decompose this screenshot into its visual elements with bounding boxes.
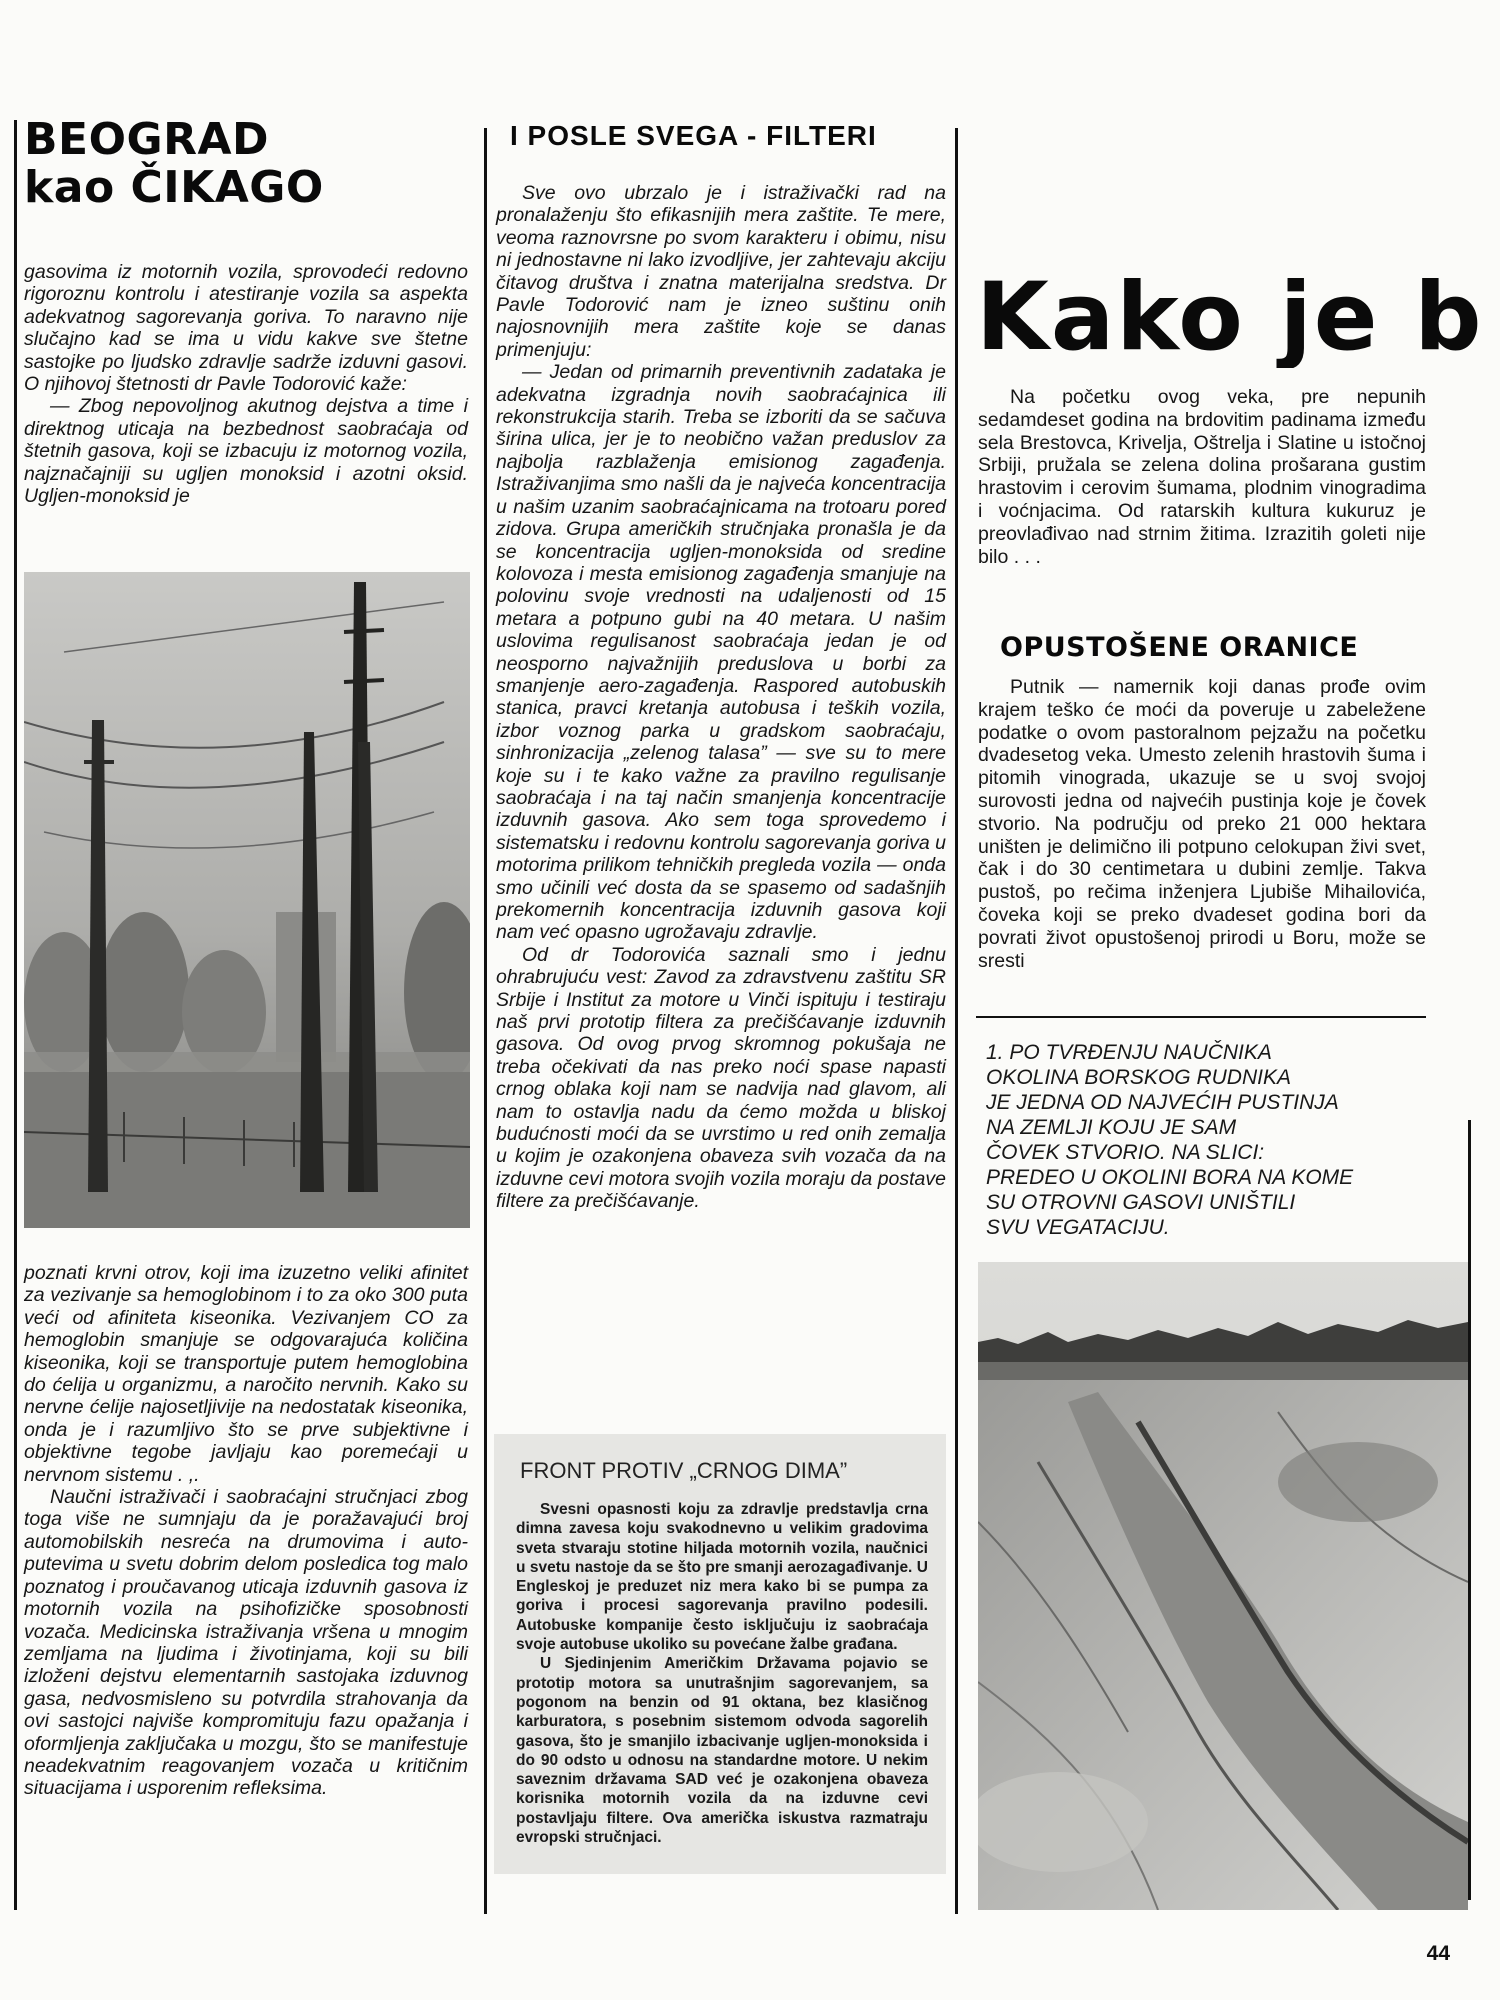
caption-line: JE JEDNA OD NAJVEĆIH PUSTINJA xyxy=(986,1091,1339,1114)
photo-caption xyxy=(986,1040,1456,1240)
right-edge-rule xyxy=(1468,1120,1471,1900)
middle-paragraph: Od dr Todorovića saznali smo i jednu ohrabrujuću vest: Zavod za zdravstvenu zaštitu SR Srbije i Institut za motore u Vinči ispituju i testiraju naš prvi prototip filtera za prečišćavanje izduvnih gasova. Od ovog prvog skromnog pokušaja ne treba očekivati da nas preko noći spase napasti crnog oblaka koji nam se nadvija nad glavom, ali nam to ostavlja nadu da ćemo možda u bliskoj budućnosti moći da se uvrstimo u red onih zemalja u kojim je ozakonjena obaveza svih vozača da na izduvne cevi motora svojih vozila moraju da postave filtere za prečišćavanje. xyxy=(496,943,946,1213)
middle-paragraph: — Jedan od primarnih preventivnih zadataka je adekvatna izgradnja novih saobraćajnica ili rekonstrukcija starih. Treba se izboriti da se sačuva širina ulica, jer je to neobično važan preduslov za najbolja razblaženja emisionog zagađenja. Istraživanjima smo našli da je najveća koncentracija u našim uzanim saobraćajnicama na trotoaru pored zidova. Grupa američkih stručnjaka pronašla je da se koncentracija ugljen-monoksida od sredine kolovoza i mesta emisionog zagađenja smanjuje na polovinu svoje vrednosti na udaljenosti od 15 metara a potpuno gubi na 40 metara. U našim uslovima regulisanost saobraćaja jedan je od neosporno najvažnijih preduslova u borbi za smanjenje aero-zagađenja. Raspored autobuskih stanica, pravci kretanja autobusa i teških vozila, izbor voznog parka u gradskom saobraćaju, sinhronizacija „zelenog talasa” — sve su to mere koje su i te kako važne za pravilno regulisanje saobraćaja i na taj način smanjenja koncentracije izduvnih gasova. Ako sem toga sprovedemo i sistematsku i redovnu kontrolu sagorevanja goriva u motorima prilikom tehničkih pregleda vozila — onda smo učinili već dosta da se spasemo od sadašnjih prekomernih koncentracija izduvnih gasova koji nam već opasno ugrožavaju zdravlje. xyxy=(496,361,946,944)
left-text-top xyxy=(24,261,468,507)
box-text xyxy=(516,1500,928,1847)
left-paragraph: Naučni istraživači i saobraćajni stručnjaci zbog toga više ne sumnjaju da je poražavajući broj automobilskih nesreća na drumovima i auto-putevima u svetu dobrim delom posledica tog malo poznatog i proučavanog uticaja izduvnih gasova iz motornih vozila na psihofizičke sposobnosti vozača. Medicinska istraživanja vršena u mnogim zemljama na ljudima i životinjama, koji su bili izloženi dejstvu elementarnih sastojaka izduvnog gasa, nedvosmisleno su potvrdila strahovanja da ovi sastojci najviše kompromituju fazu opažanja i oformljenja zaključaka u mozgu, što se manifestuje neadekvatnim reagovanjem vozača u kritičnim situacijama i usporenim refleksima. xyxy=(24,1486,468,1800)
middle-article-title: I POSLE SVEGA - FILTERI xyxy=(510,120,877,151)
left-border-rule xyxy=(14,120,17,1910)
box-paragraph: Svesni opasnosti koju za zdravlje predstavlja crna dimna zavesa koju svakodnevno u velikim gradovima sveta stvaraju stotine hiljada motornih vozila, naučnici u svetu nastoje da se što pre smanji aerozagađivanje. U Engleskoj je preduzet niz mera kako bi se pumpa za goriva i procesi sagorevanja pravilno podesili. Autobuske kompanije često isključuju iz saobraćaja svoje autobuse ukoliko su povećane žalbe građana. xyxy=(516,1501,928,1654)
box-paragraph: U Sjedinjenim Američkim Državama pojavio se prototip motora sa unutrašnjim sagorevanjem, sa pogonom na benzin od 91 oktana, bez klasičnog karburatora, s posebnim sistemom odvoda sagorelih gasova, što je smanjilo izbacivanje ugljen-monoksida i do 90 odsto u odnosu na standardne motore. U nekim saveznim državama SAD već je ozakonjena obaveza korisnika motornih vozila da na izduvne cevi postavljaju filtere. Ova američka iskustva razmatraju evropski stručnjaci. xyxy=(516,1655,928,1847)
caption-line: SVU VEGATACIJU. xyxy=(986,1216,1170,1239)
right-subhead: OPUSTOŠENE ORANICE xyxy=(1000,632,1359,663)
title-line-1: BEOGRAD xyxy=(24,114,270,165)
column-rule-2 xyxy=(955,128,958,1914)
left-article-title xyxy=(24,116,474,212)
left-paragraph: poznati krvni otrov, koji ima izuzetno veliki afinitet za vezivanje sa hemoglobinom i to za oko 300 puta veći od afiniteta kiseonika. Vezivanjem CO za hemoglobin smanjuje se odgovarajuća količina kiseonika, koji se transportuje putem hemoglobina do ćelija u organizmu, a naročito nervnih. Kako su nervne ćelije najosetljivije na nedostatak kiseonika, onda je i razumljivo što se prve subjektivne i objektivne tegobe javljaju kao poremećaji u nervnom sistemu . ,. xyxy=(24,1262,468,1486)
box-title: FRONT PROTIV „CRNOG DIMA” xyxy=(520,1458,848,1483)
caption-line: PREDEO U OKOLINI BORA NA KOME xyxy=(986,1166,1354,1189)
left-paragraph: gasovima iz motornih vozila, sprovodeći redovno rigoroznu kontrolu i atestiranje vozila sa aspekta adekvatnog sagorevanja goriva. To naravno nije slučajno kad se ima u vidu kakve sve štetne sastojke po ljudsko zdravlje sadrže izduvni gasovi. O njihovoj štetnosti dr Pavle Todorović kaže: xyxy=(24,261,468,396)
caption-line: NA ZEMLJI KOJU JE SAM xyxy=(986,1116,1237,1139)
page-number: 44 xyxy=(1426,1942,1450,1965)
left-text-bottom xyxy=(24,1262,468,1800)
right-headline: Kako je b xyxy=(976,268,1484,368)
barren-land-image xyxy=(978,1262,1468,1910)
caption-line: 1. PO TVRĐENJU NAUČNIKA xyxy=(986,1041,1272,1064)
column-rule-1 xyxy=(484,128,487,1914)
left-paragraph: — Zbog nepovoljnog akutnog dejstva a time i direktnog uticaja na bezbednost saobraćaja od štetnih gasova, koji se izbacuju iz motornog vozila, najznačajniji su ugljen monoksid i azotni oksid. Ugljen-monoksid je xyxy=(24,395,468,508)
caption-line: SU OTROVNI GASOVI UNIŠTILI xyxy=(986,1191,1296,1214)
right-body xyxy=(978,676,1426,972)
middle-paragraph: Sve ovo ubrzalo je i istraživački rad na pronalaženju što efikasnijih mera zaštite. Te mere, veoma raznovrsne po svom karakteru i obimu, nisu ni jednostavne ni lako izvodljive, jer zahtevaju akciju čitavog društva i znatna materijalna sredstva. Dr Pavle Todorović nam je izneo suštinu onih najosnovnijih mera zaštite koje se danas primenjuju: xyxy=(496,182,946,361)
caption-line: ČOVEK STVORIO. NA SLICI: xyxy=(986,1141,1265,1164)
caption-top-rule xyxy=(976,1016,1426,1018)
sidebar-box xyxy=(494,1434,946,1874)
caption-line: OKOLINA BORSKOG RUDNIKA xyxy=(986,1066,1291,1089)
right-intro-paragraph: Na početku ovog veka, pre nepunih sedamdeset godina na brdovitim padinama između sela Brestovca, Krivelja, Oštrelja i Slatine u istočnoj Srbiji, pružala se zelena dolina prošarana gustim hrastovim i cerovim šumama, plodnim vinogradima i voćnjacima. Od ratarskih kultura kukuruz je preovlađivao nad strnim žitima. Izrazitih goleti nije bilo . . . xyxy=(978,386,1426,568)
middle-text xyxy=(496,182,946,1213)
smog-poles-photo xyxy=(24,572,470,1228)
right-intro xyxy=(978,386,1426,568)
title-line-2: kao ČIKAGO xyxy=(24,162,324,213)
right-body-paragraph: Putnik — namernik koji danas prođe ovim krajem teško će moći da poveruje u zabeležene podatke o ovom pastoralnom pejzažu na početku dvadesetog veka. Umesto zelenih hrastovih šuma i pitomih vinograda, ukazuje se u svoj svojoj surovosti jedna od najvećih pustinja koje je čovek stvorio. Na području od preko 21 000 hektara uništen je delimično ili potpuno celokupan živi svet, čak i do 30 centimetara u dubini zemlje. Takva pustoš, po rečima inženjera Ljubiše Mihailovića, čoveka koji se preko dvadeset godina bori da povrati život opustošenoj prirodi u Boru, može se sresti xyxy=(978,676,1426,972)
barren-land-photo xyxy=(978,1262,1468,1910)
smog-poles-image xyxy=(24,572,470,1228)
